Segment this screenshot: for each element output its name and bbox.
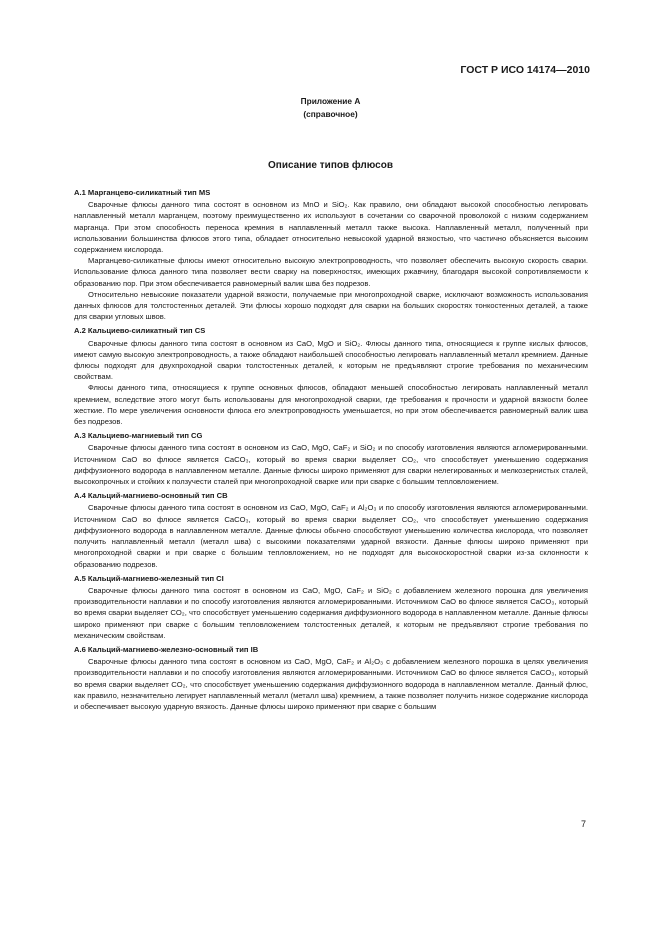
section-heading: А.4 Кальций-магниево-основный тип CB — [74, 491, 228, 501]
section-heading: А.1 Марганцево-силикатный тип MS — [74, 188, 211, 197]
page-number: 7 — [580, 819, 586, 829]
section-paragraph: Сварочные флюсы данного типа состоят в основном из CaO, MgO, CaF₂ и SiO₂ и по способу изготовления являются агломерированными. Источником CaO во флюсе является CaCO₃, который во время сварки выделяет CO₂, что способствует уменьшению содержания диффузионного водорода в наплавленном металле. Данные флюсы широко применяют для сварки нелегированных и мелкозернистых сталей, высокопрочных и стойких к ползучести сталей при многопроходной сварке или при сварке с большим тепловложением. — [74, 443, 588, 487]
appendix-title: Приложение А — [300, 96, 361, 106]
standard-header: ГОСТ Р ИСО 14174—2010 — [460, 64, 590, 76]
section-paragraph: Сварочные флюсы данного типа состоят в основном из CaO, MgO, CaF₂ и Al₂O₃ с добавлением железного порошка в целях увеличения производительности наплавки и по способу изготовления являются агломерированными. Источником CaO во флюсе является CaCO₃, который во время сварки выделяет CO₂, что способствует уменьшению содержания диффузионного водорода в наплавленном металле. Данный флюс, как правило, незначительно легирует наплавленный металл (металл шва) кремнием, а также позволяет получить низкое содержание кислорода и обеспечивает высокую ударную вязкость. Данные флюсы широко применяют при сварке с большим — [74, 657, 588, 711]
document-title: Описание типов флюсов — [268, 160, 393, 171]
section-paragraph: Марганцево-силикатные флюсы имеют относительно высокую электропроводность, что позволяет обеспечить высокую скорость сварки. Использование флюса данного типа позволяет вести сварку на поверхностях, имеющих ржавчину, благодаря высокой сопротивляемости к образованию пор. При этом обеспечивается равномерный валик шва без подрезов. — [74, 256, 588, 288]
appendix-block — [0, 95, 661, 121]
section-paragraph: Относительно невысокие показатели ударной вязкости, получаемые при многопроходной сварке, исключают возможность использования данных флюсов для толстостенных деталей. Эти флюсы хорошо подходят для сварки на больших скоростях тонкостенных деталей, а также для сварки угловых швов. — [74, 289, 588, 322]
section-heading: А.2 Кальциево-силикатный тип CS — [74, 326, 206, 336]
section-heading: А.3 Кальциево-магниевый тип CG — [74, 431, 203, 441]
section-paragraph: Сварочные флюсы данного типа состоят в основном из CaO, MgO и SiO₂. Флюсы данного типа, относящиеся к группе кислых флюсов, имеют самую высокую электропроводность, а также обладают наибольшей способностью легировать наплавленный металл кремнием. Данные флюсы подходят для двухпроходной сварки толстостенных деталей, к которым не предъявляют строгие требования по механическим свойствам. — [74, 338, 588, 382]
section-heading: А.6 Кальций-магниево-железно-основный тип IB — [74, 644, 259, 654]
appendix-note: (справочное) — [303, 109, 358, 119]
document-body — [74, 184, 588, 712]
section-paragraph: Сварочные флюсы данного типа состоят в основном из CaO, MgO, CaF₂ и SiO₂ с добавлением железного порошка для увеличения производительности наплавки и по способу изготовления являются агломерированными. Источником CaO во флюсе является CaCO₃, который во время сварки выделяет CO₂, что способствует уменьшению содержания диффузионного водорода в наплавленном металле. Данные флюсы широко применяют при сварке с большим тепловложением толстостенных деталей, к которым не предъявляют строгие требования по механическим свойствам. — [74, 585, 588, 640]
section-heading: А.5 Кальций-магниево-железный тип CI — [74, 573, 224, 583]
section-paragraph: Сварочные флюсы данного типа состоят в основном из CaO, MgO, CaF₂ и Al₂O₃ и по способу изготовления являются агломерированными. Источником CaO во флюсе является CaCO₃, который во время сварки выделяет CO₂, что способствует уменьшению содержания диффузионного водорода в наплавленном металле. Данные флюсы обычно способствуют уменьшению количества кислорода, что позволяет получить наплавленный металл (металл шва) с высокими показателями ударной вязкости. Данные флюсы широко применяют при многопроходной сварки и при сварке с большим тепловложением, но не подходят для высокоскоростной сварки из-за склонности к образованию подрезов. — [74, 503, 588, 569]
section-paragraph: Сварочные флюсы данного типа состоят в основном из MnO и SiO₂. Как правило, они обладают высокой способностью легировать наплавленный металл марганцем, поэтому преимущественно их используют в сочетании со сварочной проволокой с низким содержанием марганца. При этом способность переноса кремния в наплавленный металл также высока. Наплавленный металл, полученный при использовании большинства флюсов этого типа, обладает относительно невысокой ударной вязкостью, что частично объясняется высоким содержанием кислорода. — [74, 200, 588, 255]
section-paragraph: Флюсы данного типа, относящиеся к группе основных флюсов, обладают меньшей способностью легировать наплавленный металл кремнием, вследствие этого могут быть использованы для многопроходной сварки, где требования к прочности и ударной вязкости более жесткие. По мере увеличения основности флюса его электропроводность уменьшается, но при этом обеспечивается равномерный валик шва без подрезов. — [74, 383, 588, 427]
